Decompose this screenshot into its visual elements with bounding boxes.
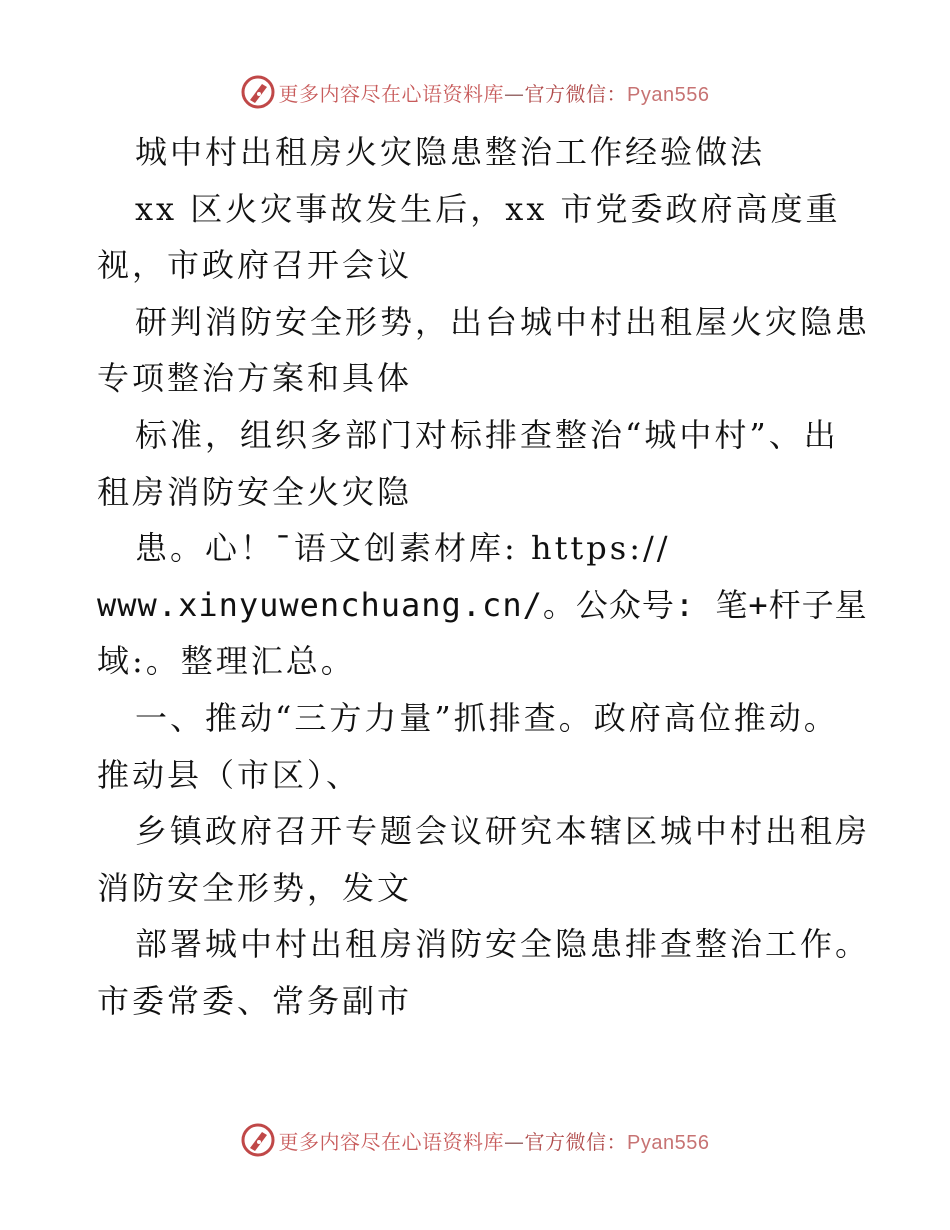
pen-nib-logo-icon [241, 1123, 275, 1157]
header-banner [0, 72, 950, 112]
paragraph-line: 研判消防安全形势，出台城中村出租屋火灾隐患 [135, 302, 871, 341]
paragraph-line: 部署城中村出租房消防安全隐患排查整治工作。 [135, 925, 871, 964]
document-body [97, 124, 871, 1030]
paragraph-line: 患。心！¯语文创素材库: https:// [135, 529, 671, 568]
banner-wechat-id: Pyan556 [627, 83, 710, 106]
banner-wechat-label: 官方微信： [524, 1129, 628, 1154]
banner-wechat-label: 官方微信： [524, 81, 628, 106]
document-title: 城中村出租房火灾隐患整治工作经验做法 [135, 133, 766, 171]
paragraph-line: 市委常委、常务副市 [97, 981, 413, 1020]
pen-nib-logo-icon [241, 75, 275, 109]
paragraph-line: xx 区火灾事故发生后，xx 市党委政府高度重 [135, 189, 841, 228]
paragraph-line: 消防安全形势，发文 [97, 868, 413, 907]
paragraph-line: 标准，组织多部门对标排查整治“城中村”、出 [135, 415, 839, 454]
banner-site-name: 更多内容尽在心语资料库 [278, 1129, 505, 1154]
url-line: www.xinyuwenchuang.cn/。公众号: 笔+杆子星 [97, 585, 868, 624]
paragraph-line: 乡镇政府召开专题会议研究本辖区城中村出租房 [135, 812, 871, 851]
banner-separator: — [504, 81, 525, 106]
footer-banner [0, 1120, 950, 1160]
banner-wechat-id: Pyan556 [627, 1131, 710, 1154]
paragraph-line: 域:。整理汇总。 [97, 642, 356, 681]
paragraph-line: 推动县（市区）、 [97, 755, 362, 794]
section-heading-line: 一、推动“三方力量”抓排查。政府高位推动。 [135, 698, 839, 737]
paragraph-line: 专项整治方案和具体 [97, 359, 413, 398]
paragraph-line: 视，市政府召开会议 [97, 246, 413, 285]
footer-banner-text [279, 1126, 710, 1155]
header-banner-text [279, 78, 710, 107]
banner-site-name: 更多内容尽在心语资料库 [278, 81, 505, 106]
banner-separator: — [504, 1129, 525, 1154]
paragraph-line: 租房消防安全火灾隐 [97, 472, 413, 511]
